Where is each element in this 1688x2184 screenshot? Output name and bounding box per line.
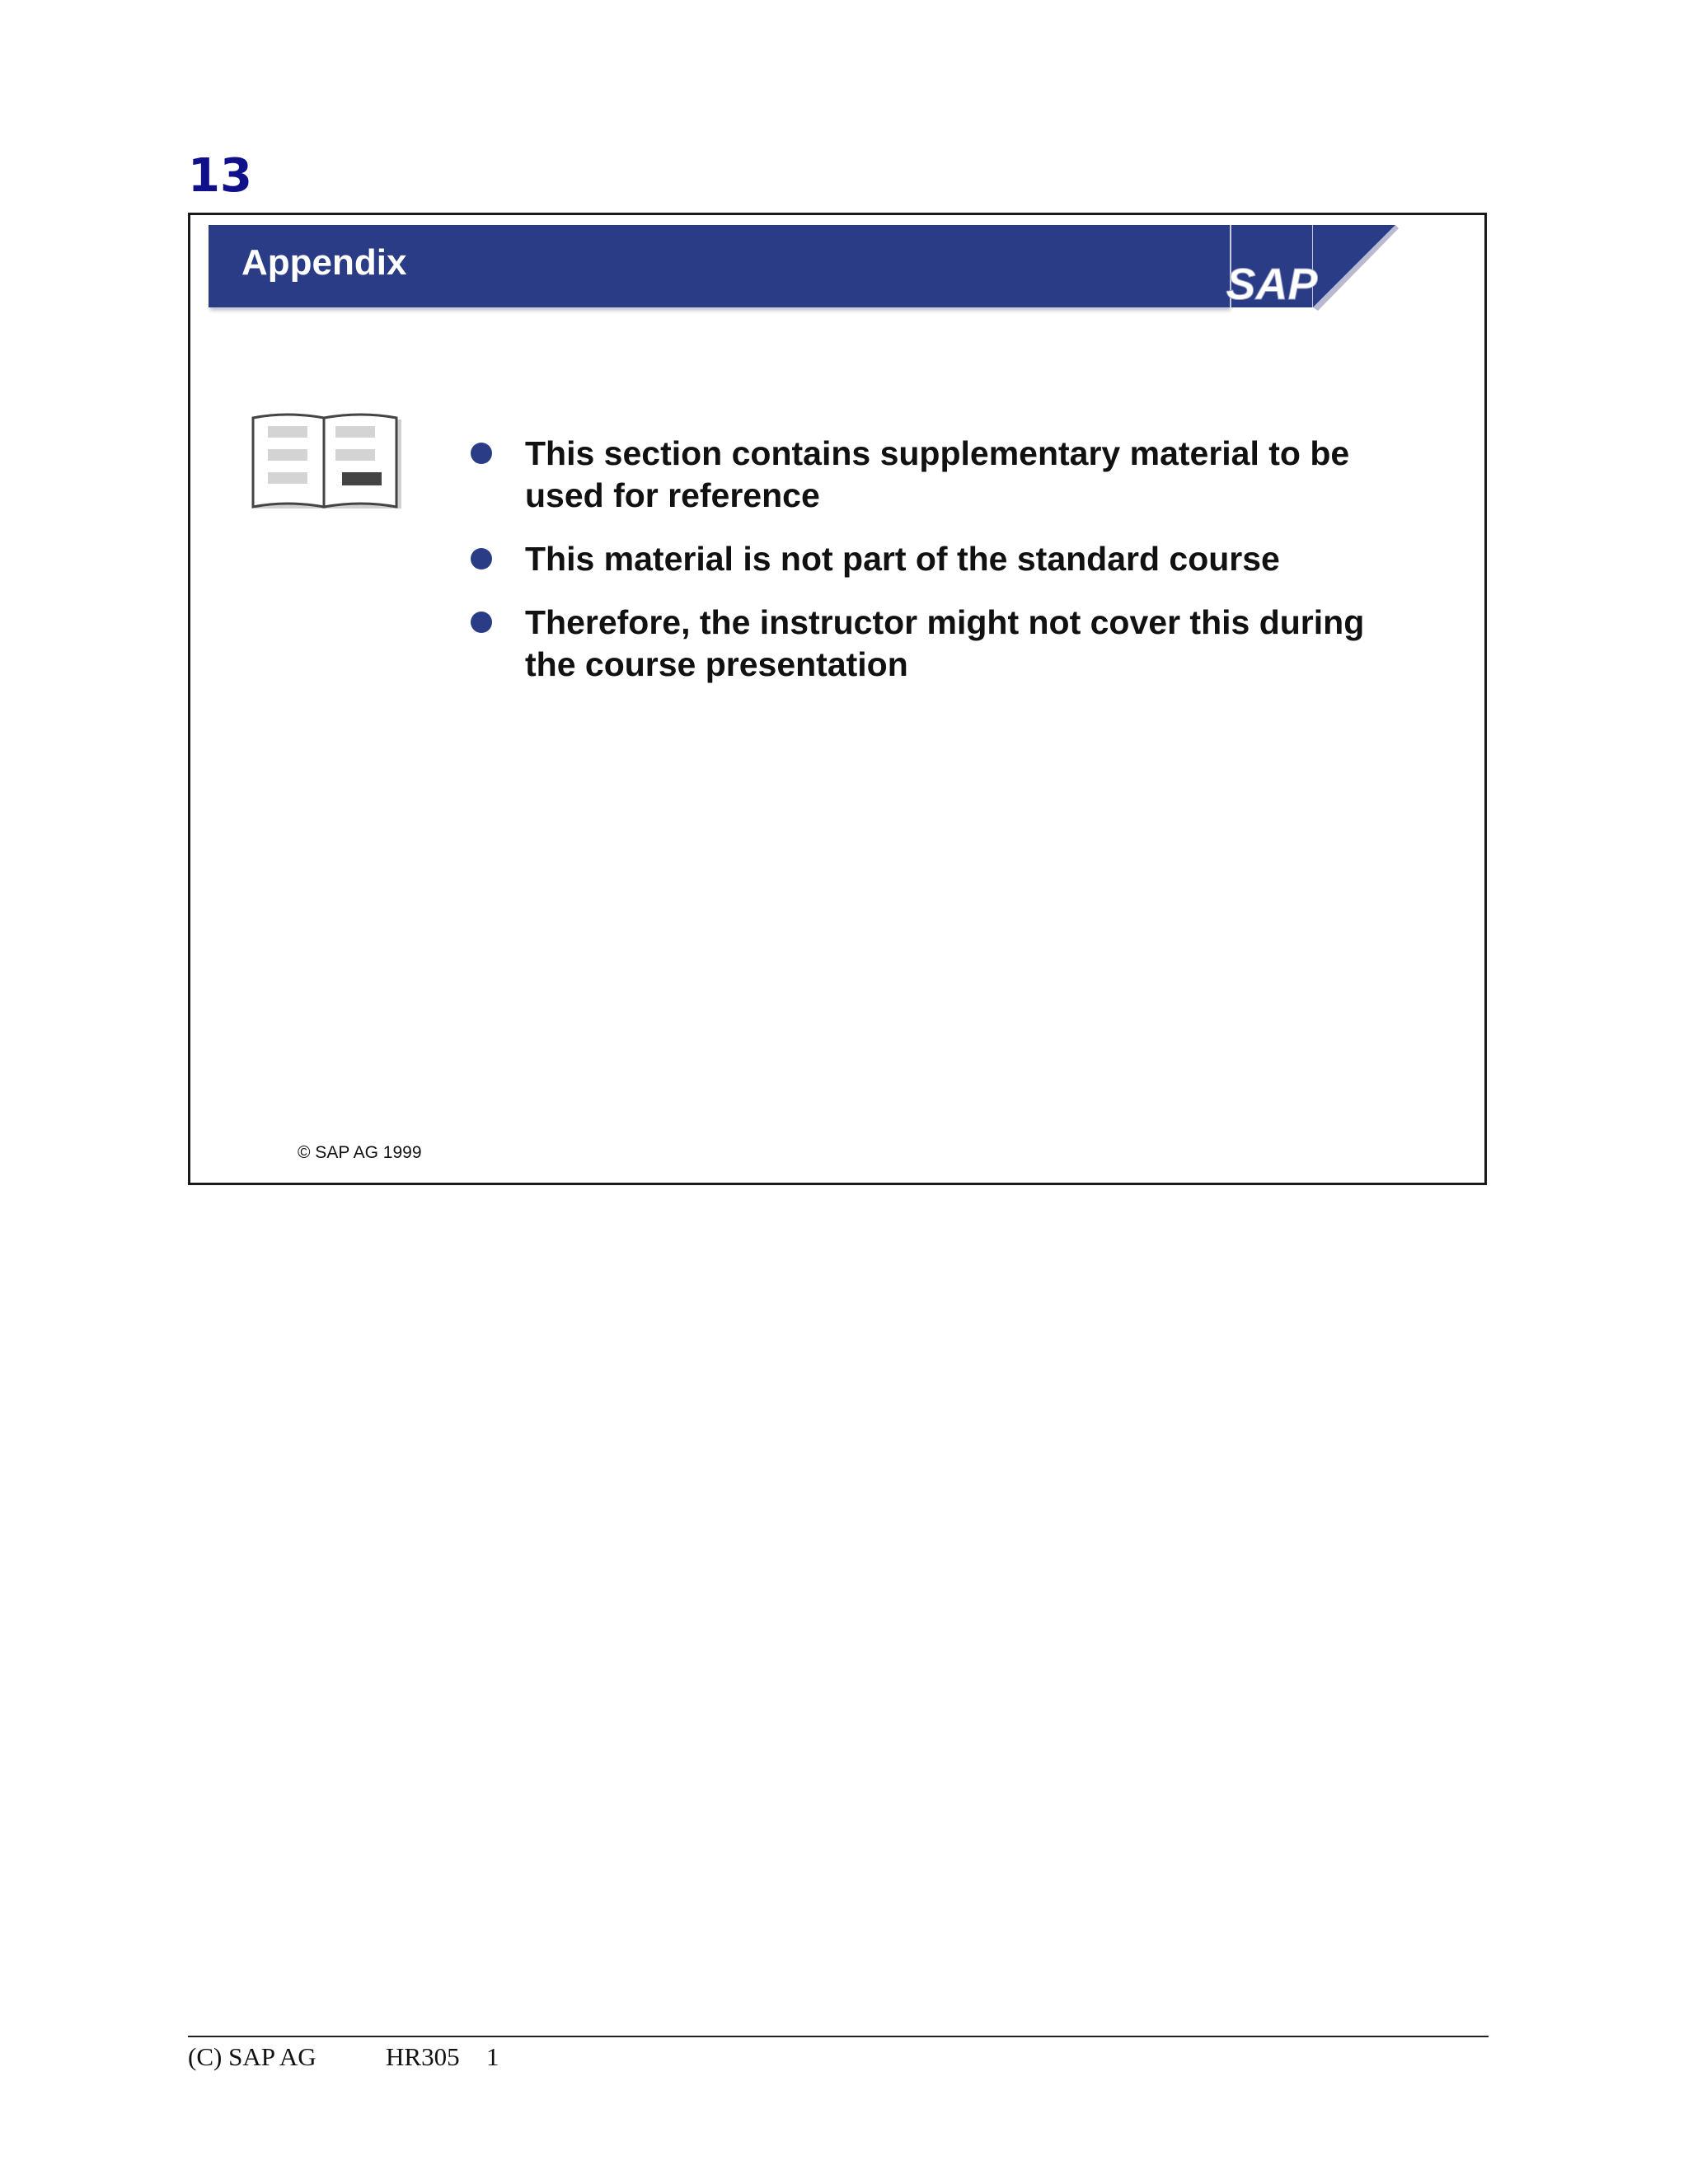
sap-logo: [1219, 225, 1400, 311]
page-number: 13: [188, 149, 252, 203]
slide-title: Appendix: [241, 242, 407, 283]
bullet-text: This material is not part of the standard course: [525, 540, 1280, 578]
footer-divider: [188, 2036, 1489, 2037]
footer-course-code: HR305: [386, 2042, 460, 2071]
list-item: [471, 602, 1377, 686]
slide-copyright: © SAP AG 1999: [298, 1143, 422, 1162]
list-item: [471, 433, 1377, 517]
bullet-text: Therefore, the instructor might not cover this during the course presentation: [525, 603, 1365, 683]
footer-page-number: 1: [486, 2042, 499, 2071]
bullet-list: [471, 433, 1377, 707]
open-book-icon: [250, 411, 403, 512]
slide-frame: [188, 213, 1487, 1185]
bullet-dot-icon: [471, 443, 492, 464]
bullet-text: This section contains supplementary material to be used for reference: [525, 434, 1350, 514]
bullet-dot-icon: [471, 548, 492, 569]
sap-logo-text: SAP: [1226, 260, 1318, 309]
list-item: [471, 538, 1377, 580]
footer-copyright: (C) SAP AG: [188, 2042, 316, 2071]
bullet-dot-icon: [471, 612, 492, 633]
slide-title-bar: [209, 225, 1232, 307]
